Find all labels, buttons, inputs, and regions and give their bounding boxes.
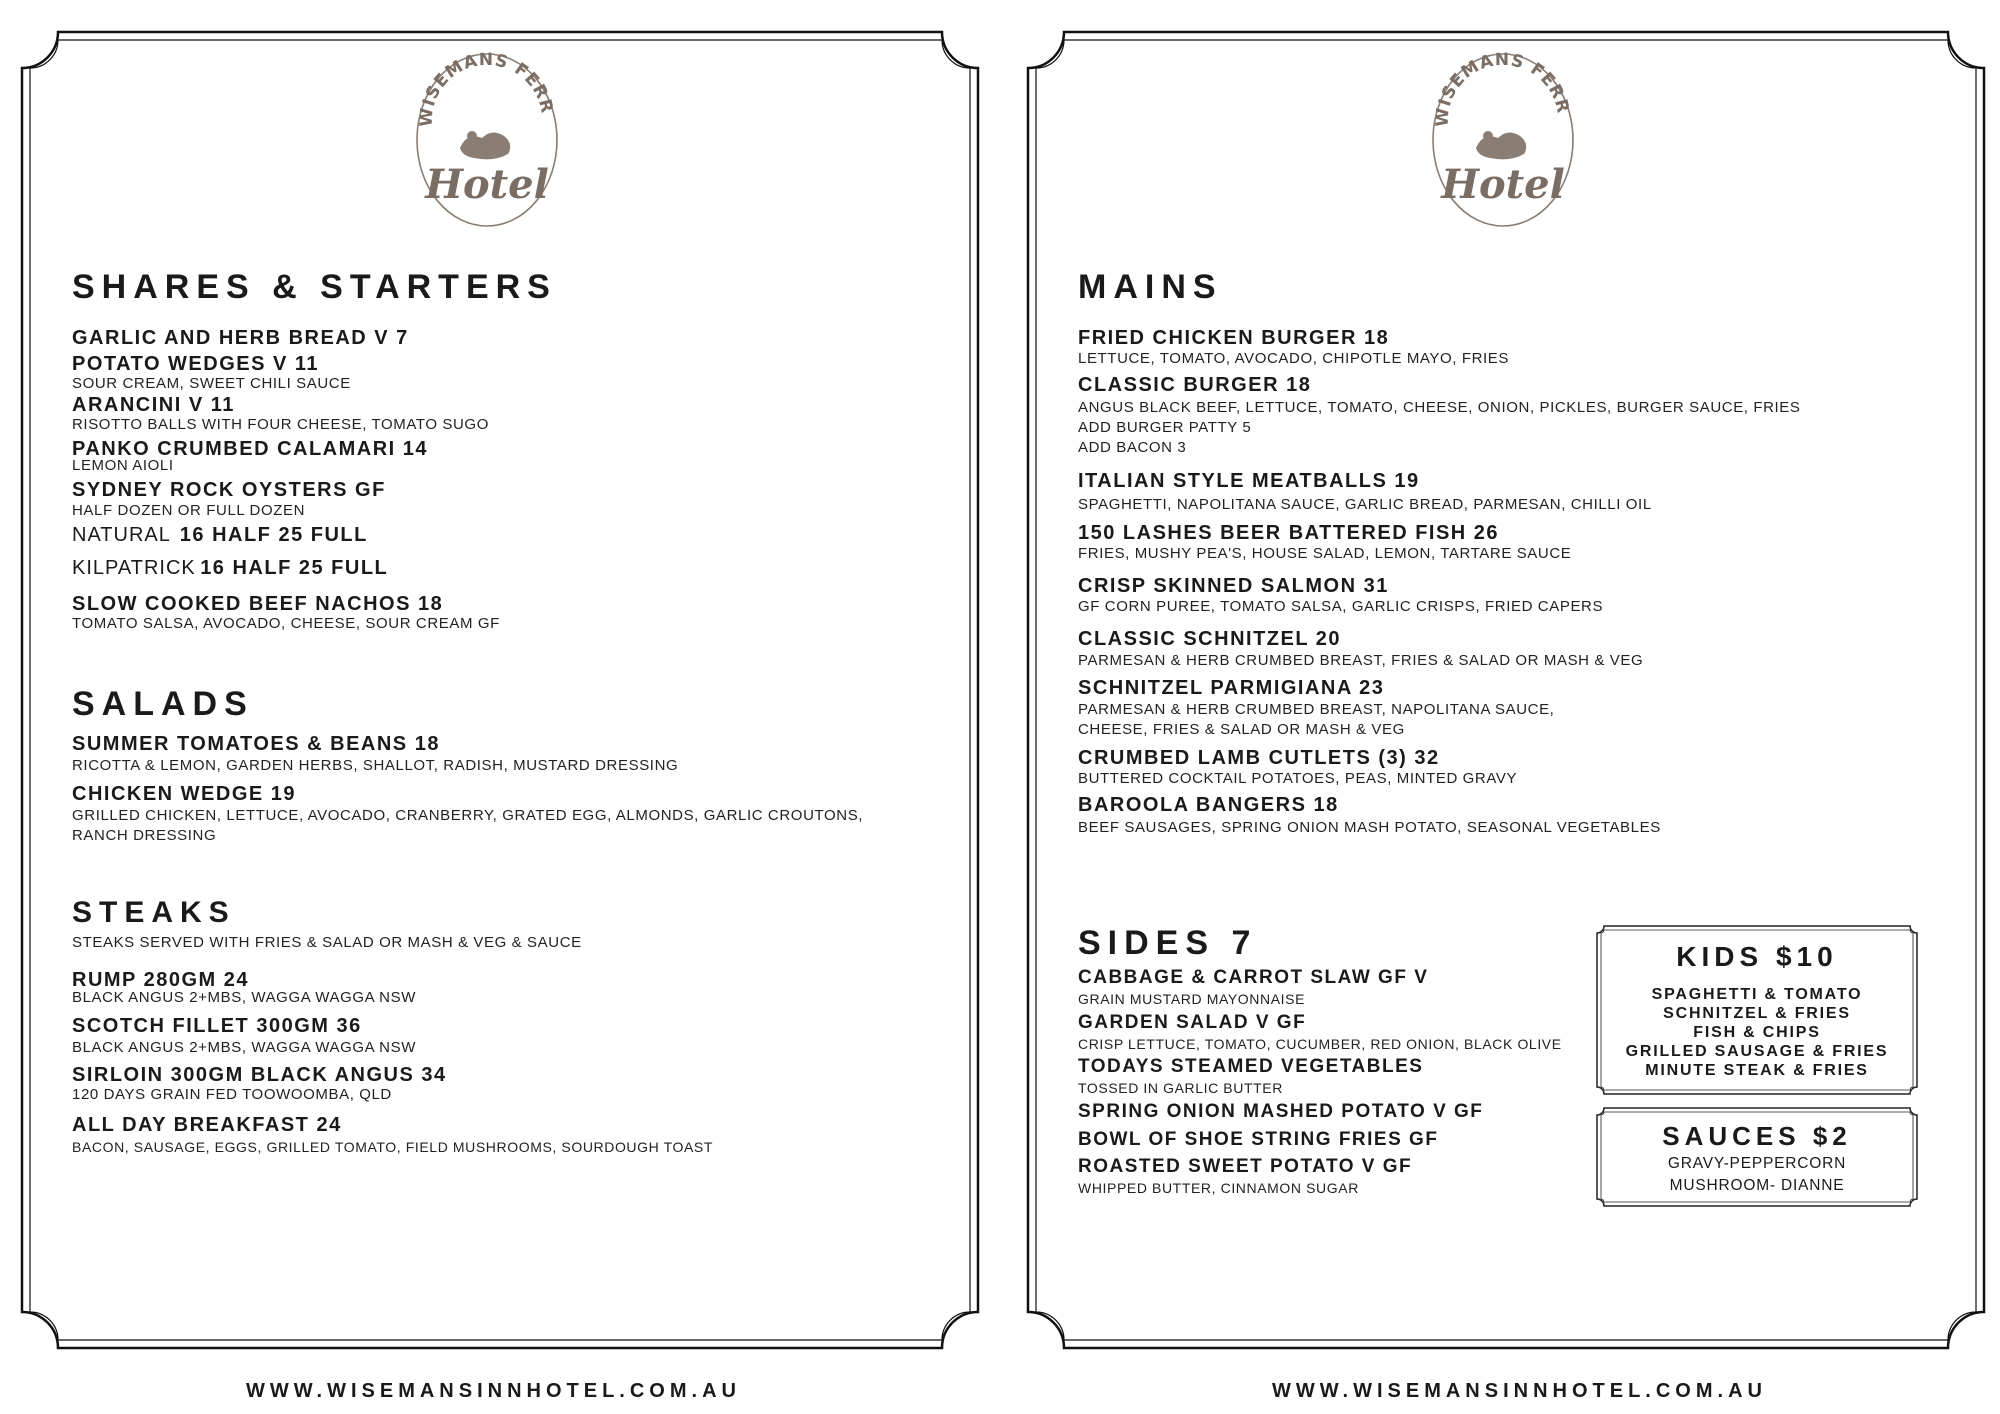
sauces-box <box>1596 1107 1918 1207</box>
menu-item: ITALIAN STYLE MEATBALLS 19 SPAGHETTI, NAPOLITANA SAUCE, GARLIC BREAD, PARMESAN, CHILLI OIL <box>1078 470 1652 513</box>
menu-item: FRIED CHICKEN BURGER 18 LETTUCE, TOMATO, AVOCADO, CHIPOTLE MAYO, FRIES <box>1078 327 1510 367</box>
sauces-title: SAUCES $2 <box>1662 1121 1852 1151</box>
menu-item: CLASSIC SCHNITZEL 20 PARMESAN & HERB CRUMBED BREAST, FRIES & SALAD OR MASH & VEG <box>1078 628 1644 669</box>
sauce-item: GRAVY-PEPPERCORN <box>1667 1155 1847 1172</box>
menu-item: SCHNITZEL PARMIGIANA 23 PARMESAN & HERB CRUMBED BREAST, NAPOLITANA SAUCE, CHEESE, FRIES & SALAD OR MASH & VEG <box>1078 677 1555 738</box>
menu-item: PANKO CRUMBED CALAMARI 14 LEMON AIOLI <box>72 438 429 474</box>
menu-item: TODAYS STEAMED VEGETABLES TOSSED IN GARLIC BUTTER <box>1078 1056 1424 1096</box>
menu-item: SYDNEY ROCK OYSTERS GF HALF DOZEN OR FULL DOZEN <box>72 479 386 519</box>
menu-item: RUMP 280GM 24 BLACK ANGUS 2+MBS, WAGGA WAGGA NSW <box>72 969 416 1006</box>
menu-item: CABBAGE & CARROT SLAW GF V GRAIN MUSTARD MAYONNAISE <box>1078 967 1429 1007</box>
kids-item: MINUTE STEAK & FRIES <box>1645 1062 1869 1079</box>
kids-item: SPAGHETTI & TOMATO <box>1651 986 1863 1003</box>
kids-menu-box <box>1596 925 1918 1095</box>
oyster-option: KILPATRICK 16 HALF 25 FULL <box>72 557 389 579</box>
section-subtitle-steaks: STEAKS SERVED WITH FRIES & SALAD OR MASH & VEG & SAUCE <box>72 934 582 951</box>
hotel-logo <box>412 48 562 228</box>
menu-item: SIRLOIN 300GM BLACK ANGUS 34 120 DAYS GRAIN FED TOOWOOMBA, QLD <box>72 1064 447 1103</box>
section-title-sides: SIDES 7 <box>1078 924 1258 962</box>
svg-text:WISEMANS FERRY: WISEMANS FERR <box>416 49 557 128</box>
menu-item: SLOW COOKED BEEF NACHOS 18 TOMATO SALSA, AVOCADO, CHEESE, SOUR CREAM GF <box>72 593 500 632</box>
kids-title: KIDS $10 <box>1676 941 1838 972</box>
website-url: WWW.WISEMANSINNHOTEL.COM.AU <box>246 1380 741 1402</box>
kids-item: GRILLED SAUSAGE & FRIES <box>1625 1043 1889 1060</box>
menu-item: BOWL OF SHOE STRING FRIES GF <box>1078 1129 1439 1150</box>
menu-item: SPRING ONION MASHED POTATO V GF <box>1078 1101 1484 1122</box>
menu-item: CRISP SKINNED SALMON 31 GF CORN PUREE, TOMATO SALSA, GARLIC CRISPS, FRIED CAPERS <box>1078 575 1604 615</box>
menu-item: ARANCINI V 11 RISOTTO BALLS WITH FOUR CHEESE, TOMATO SUGO <box>72 394 489 433</box>
svg-text:Hotel: Hotel <box>1441 161 1565 208</box>
menu-item: ALL DAY BREAKFAST 24 BACON, SAUSAGE, EGGS, GRILLED TOMATO, FIELD MUSHROOMS, SOURDOUGH TOAST <box>72 1114 713 1155</box>
oyster-option: NATURAL 16 HALF 25 FULL <box>72 524 368 546</box>
menu-item: BAROOLA BANGERS 18 BEEF SAUSAGES, SPRING ONION MASH POTATO, SEASONAL VEGETABLES <box>1078 794 1661 836</box>
kids-item: FISH & CHIPS <box>1693 1024 1821 1041</box>
menu-item: GARDEN SALAD V GF CRISP LETTUCE, TOMATO, CUCUMBER, RED ONION, BLACK OLIVE <box>1078 1012 1562 1052</box>
menu-item: CRUMBED LAMB CUTLETS (3) 32 BUTTERED COCKTAIL POTATOES, PEAS, MINTED GRAVY <box>1078 747 1518 787</box>
menu-item: SUMMER TOMATOES & BEANS 18 RICOTTA & LEMON, GARDEN HERBS, SHALLOT, RADISH, MUSTARD DRESSING <box>72 733 679 774</box>
hotel-logo <box>1428 48 1578 228</box>
menu-item: CLASSIC BURGER 18 ANGUS BLACK BEEF, LETTUCE, TOMATO, CHEESE, ONION, PICKLES, BURGER SAUCE, FRIES ADD BURGER PATTY 5 ADD BACON 3 <box>1078 374 1801 456</box>
section-title-shares: SHARES & STARTERS <box>72 268 557 306</box>
menu-page-right <box>1026 30 1986 1350</box>
svg-text:WISEMANS FERRY: WISEMANS FERR <box>1432 49 1573 128</box>
section-title-salads: SALADS <box>72 685 254 723</box>
menu-item: 150 LASHES BEER BATTERED FISH 26 FRIES, MUSHY PEA'S, HOUSE SALAD, LEMON, TARTARE SAUCE <box>1078 522 1572 562</box>
menu-item: ROASTED SWEET POTATO V GF WHIPPED BUTTER, CINNAMON SUGAR <box>1078 1156 1413 1196</box>
website-url: WWW.WISEMANSINNHOTEL.COM.AU <box>1272 1380 1767 1402</box>
section-title-steaks: STEAKS <box>72 896 236 929</box>
section-title-mains: MAINS <box>1078 268 1223 306</box>
sauce-item: MUSHROOM- DIANNE <box>1669 1177 1845 1194</box>
menu-item: GARLIC AND HERB BREAD V 7 <box>72 327 409 349</box>
menu-item: SCOTCH FILLET 300GM 36 BLACK ANGUS 2+MBS, WAGGA WAGGA NSW <box>72 1015 416 1056</box>
menu-item: POTATO WEDGES V 11 SOUR CREAM, SWEET CHILI SAUCE <box>72 353 351 392</box>
menu-item: CHICKEN WEDGE 19 GRILLED CHICKEN, LETTUCE, AVOCADO, CRANBERRY, GRATED EGG, ALMONDS, GARLIC CROUTONS, RANCH DRESSING <box>72 783 864 844</box>
svg-text:Hotel: Hotel <box>425 161 549 208</box>
kids-item: SCHNITZEL & FRIES <box>1663 1005 1851 1022</box>
menu-page-left <box>20 30 980 1350</box>
